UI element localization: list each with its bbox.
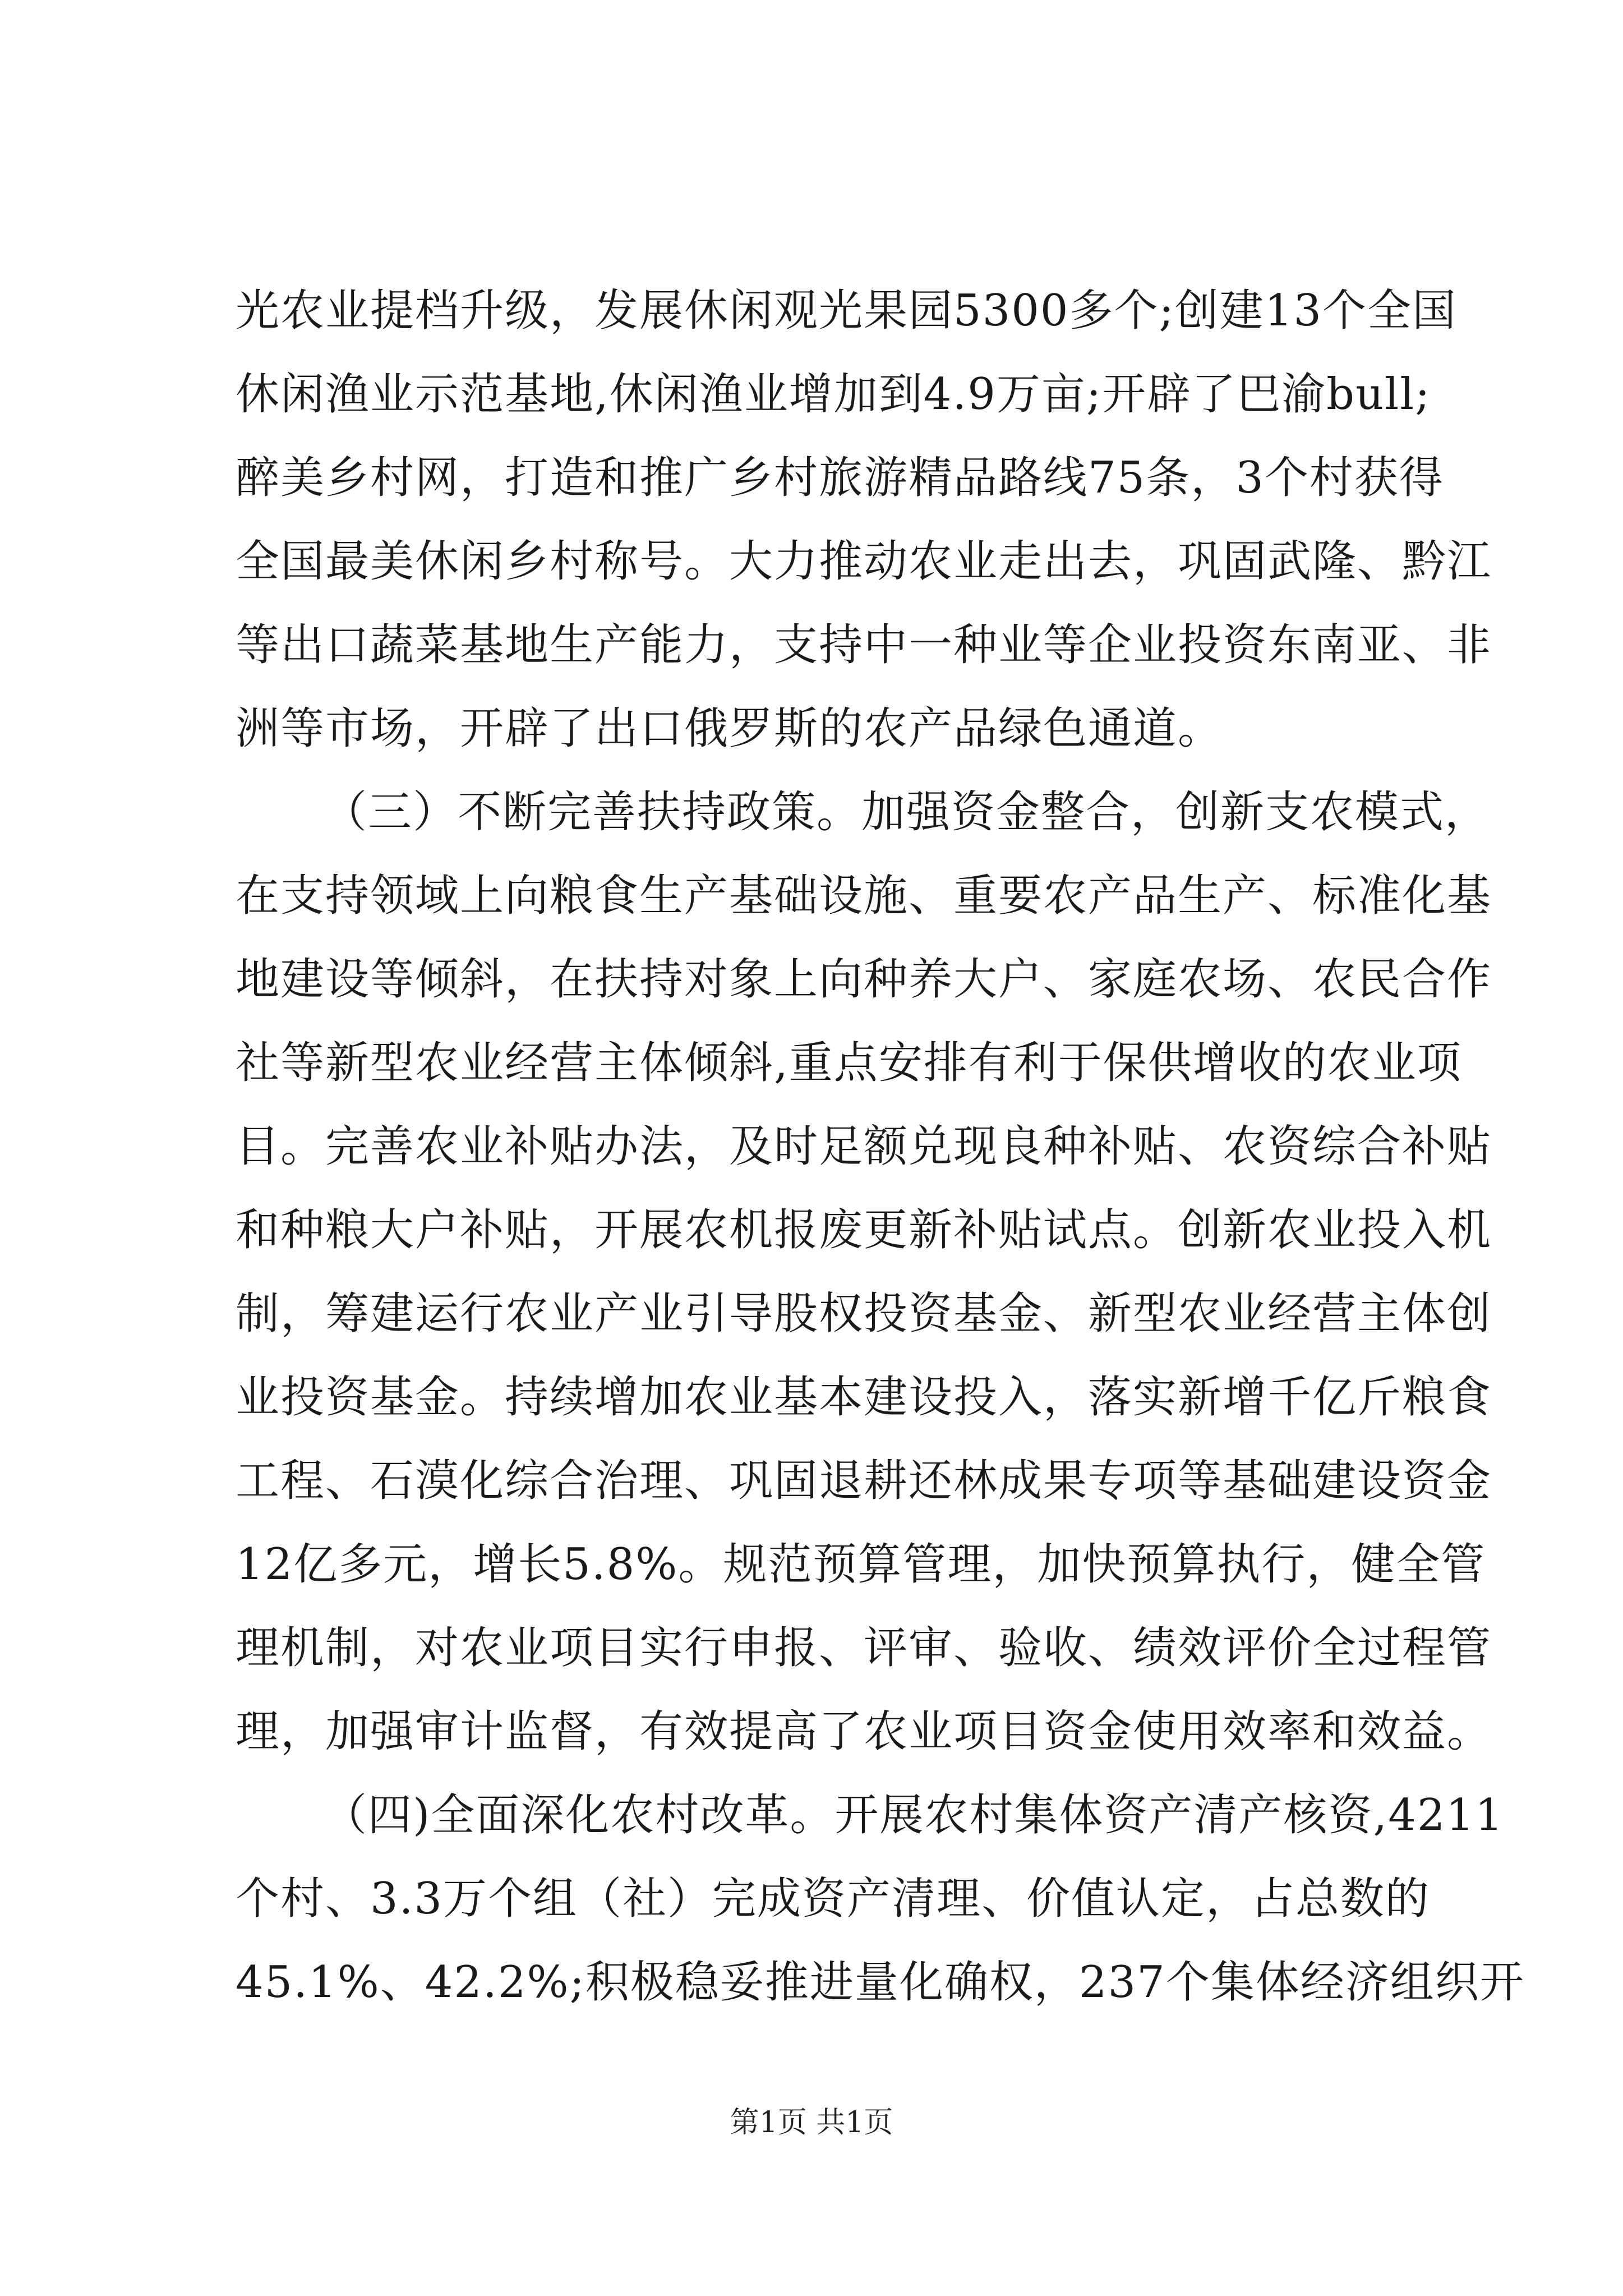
text-line: 等出口蔬菜基地生产能力，支持中一种业等企业投资东南亚、非 [236,620,1492,670]
text-line: 工程、石漠化综合治理、巩固退耕还林成果专项等基础建设资金 [236,1456,1492,1506]
text-line: （三）不断完善扶持政策。加强资金整合，创新支农模式， [323,787,1490,838]
text-line: 社等新型农业经营主体倾斜,重点安排有利于保供增收的农业项 [236,1038,1462,1088]
text-line: 地建设等倾斜，在扶持对象上向种养大户、家庭农场、农民合作 [236,954,1492,1005]
text-line: 制，筹建运行农业产业引导股权投资基金、新型农业经营主体创 [236,1289,1492,1339]
text-line: （四)全面深化农村改革。开展农村集体资产清产核资,4211 [323,1790,1504,1841]
text-line: 光农业提档升级，发展休闲观光果园5300多个;创建13个全国 [236,286,1458,336]
text-line: 45.1%、42.2%;积极稳妥推进量化确权，237个集体经济组织开 [236,1957,1525,2008]
text-line: 理机制，对农业项目实行申报、评审、验收、绩效评价全过程管 [236,1623,1492,1673]
text-line: 业投资基金。持续增加农业基本建设投入，落实新增千亿斤粮食 [236,1372,1492,1423]
page-footer: 第1页 共1页 [730,2106,893,2139]
text-line: 全国最美休闲乡村称号。大力推动农业走出去，巩固武隆、黔江 [236,536,1492,587]
text-line: 醉美乡村网，打造和推广乡村旅游精品路线75条，3个村获得 [236,453,1444,503]
document-body [236,269,1525,2024]
text-line: 在支持领域上向粮食生产基础设施、重要农产品生产、标准化基 [236,871,1492,921]
text-line: 理，加强审计监督，有效提高了农业项目资金使用效率和效益。 [236,1706,1492,1757]
text-line: 12亿多元，增长5.8%。规范预算管理，加快预算执行，健全管 [236,1539,1486,1590]
text-line: 和种粮大户补贴，开展农机报废更新补贴试点。创新农业投入机 [236,1205,1492,1255]
text-line: 休闲渔业示范基地,休闲渔业增加到4.9万亩;开辟了巴渝bull; [236,369,1431,420]
text-line: 目。完善农业补贴办法，及时足额兑现良种补贴、农资综合补贴 [236,1121,1492,1172]
text-line: 个村、3.3万个组（社）完成资产清理、价值认定，占总数的 [236,1874,1431,1924]
text-line: 洲等市场，开辟了出口俄罗斯的农产品绿色通道。 [236,703,1223,754]
